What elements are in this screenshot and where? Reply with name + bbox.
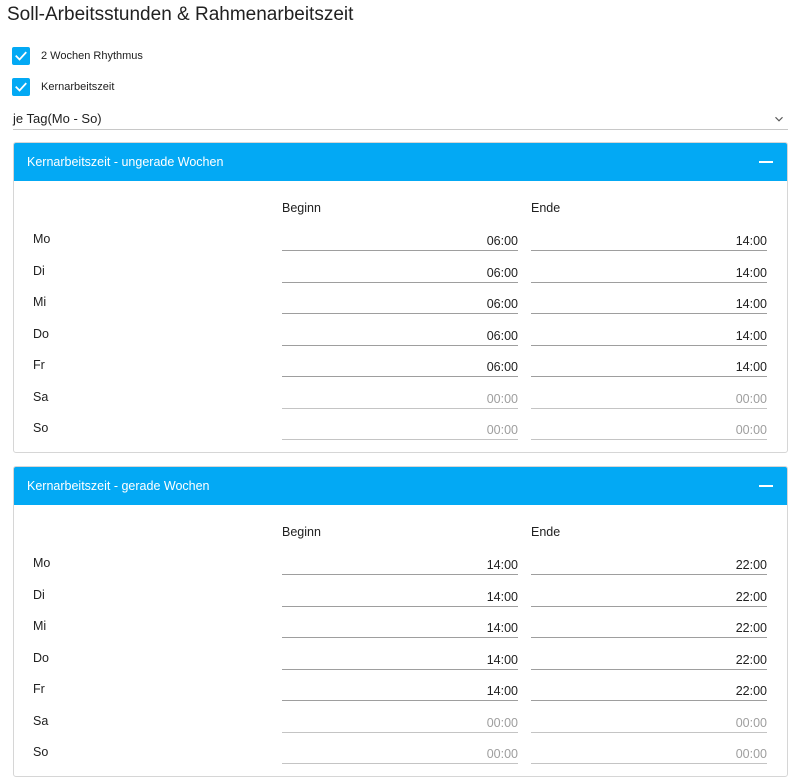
- day-label: Sa: [33, 389, 49, 404]
- day-label: Mi: [33, 619, 47, 633]
- page-title: Soll-Arbeitsstunden & Rahmenarbeitszeit: [7, 4, 354, 25]
- begin-time-input[interactable]: 00:00: [282, 713, 518, 733]
- collapse-icon[interactable]: [759, 485, 773, 487]
- begin-time-input[interactable]: 00:00: [282, 744, 518, 764]
- core-time-even-weeks-panel: [13, 466, 788, 777]
- end-time-input[interactable]: 00:00: [531, 420, 767, 440]
- panel-header[interactable]: [14, 143, 787, 181]
- day-label: Do: [33, 650, 49, 665]
- mode-select-value: je Tag(Mo - So): [13, 111, 102, 126]
- begin-time-input[interactable]: 14:00: [282, 555, 518, 575]
- begin-time-input[interactable]: 06:00: [282, 357, 518, 377]
- column-header-begin: Beginn: [282, 525, 321, 539]
- column-header-end: Ende: [531, 525, 561, 539]
- day-label: Mi: [33, 295, 47, 309]
- end-time-input[interactable]: 22:00: [531, 555, 767, 575]
- core-time-odd-weeks-panel: [13, 142, 788, 453]
- end-time-input[interactable]: 14:00: [531, 357, 767, 377]
- end-time-input[interactable]: 14:00: [531, 263, 767, 283]
- day-label: Sa: [33, 713, 49, 728]
- two-week-rhythm-checkbox[interactable]: [12, 47, 30, 65]
- panel-header[interactable]: [14, 467, 787, 505]
- day-label: Mo: [33, 556, 51, 570]
- chevron-down-icon: [772, 112, 786, 126]
- two-week-rhythm-label: 2 Wochen Rhythmus: [41, 50, 143, 62]
- begin-time-input[interactable]: 14:00: [282, 618, 518, 638]
- day-label: Fr: [33, 682, 45, 696]
- end-time-input[interactable]: 14:00: [531, 294, 767, 314]
- collapse-icon[interactable]: [759, 161, 773, 163]
- end-time-input[interactable]: 00:00: [531, 389, 767, 409]
- begin-time-input[interactable]: 00:00: [282, 389, 518, 409]
- panel-title: Kernarbeitszeit - ungerade Wochen: [27, 155, 224, 169]
- begin-time-input[interactable]: 06:00: [282, 231, 518, 251]
- day-label: Fr: [33, 358, 45, 372]
- end-time-input[interactable]: 22:00: [531, 587, 767, 607]
- end-time-input[interactable]: 22:00: [531, 681, 767, 701]
- begin-time-input[interactable]: 06:00: [282, 294, 518, 314]
- end-time-input[interactable]: 00:00: [531, 713, 767, 733]
- day-label: So: [33, 421, 49, 435]
- panel-title: Kernarbeitszeit - gerade Wochen: [27, 479, 210, 493]
- core-time-option[interactable]: [12, 77, 114, 97]
- column-header-end: Ende: [531, 201, 561, 215]
- two-week-rhythm-option[interactable]: [12, 46, 143, 66]
- end-time-input[interactable]: 14:00: [531, 231, 767, 251]
- begin-time-input[interactable]: 14:00: [282, 650, 518, 670]
- day-label: Do: [33, 326, 49, 341]
- end-time-input[interactable]: 00:00: [531, 744, 767, 764]
- begin-time-input[interactable]: 06:00: [282, 263, 518, 283]
- mode-select[interactable]: [13, 108, 788, 130]
- end-time-input[interactable]: 14:00: [531, 326, 767, 346]
- begin-time-input[interactable]: 00:00: [282, 420, 518, 440]
- day-label: Di: [33, 587, 45, 602]
- column-header-begin: Beginn: [282, 201, 321, 215]
- day-label: So: [33, 745, 49, 759]
- day-label: Mo: [33, 232, 51, 246]
- day-label: Di: [33, 263, 45, 278]
- check-icon: [14, 80, 28, 94]
- begin-time-input[interactable]: 14:00: [282, 681, 518, 701]
- core-time-checkbox[interactable]: [12, 78, 30, 96]
- begin-time-input[interactable]: 14:00: [282, 587, 518, 607]
- check-icon: [14, 49, 28, 63]
- begin-time-input[interactable]: 06:00: [282, 326, 518, 346]
- end-time-input[interactable]: 22:00: [531, 618, 767, 638]
- core-time-label: Kernarbeitszeit: [41, 81, 115, 93]
- end-time-input[interactable]: 22:00: [531, 650, 767, 670]
